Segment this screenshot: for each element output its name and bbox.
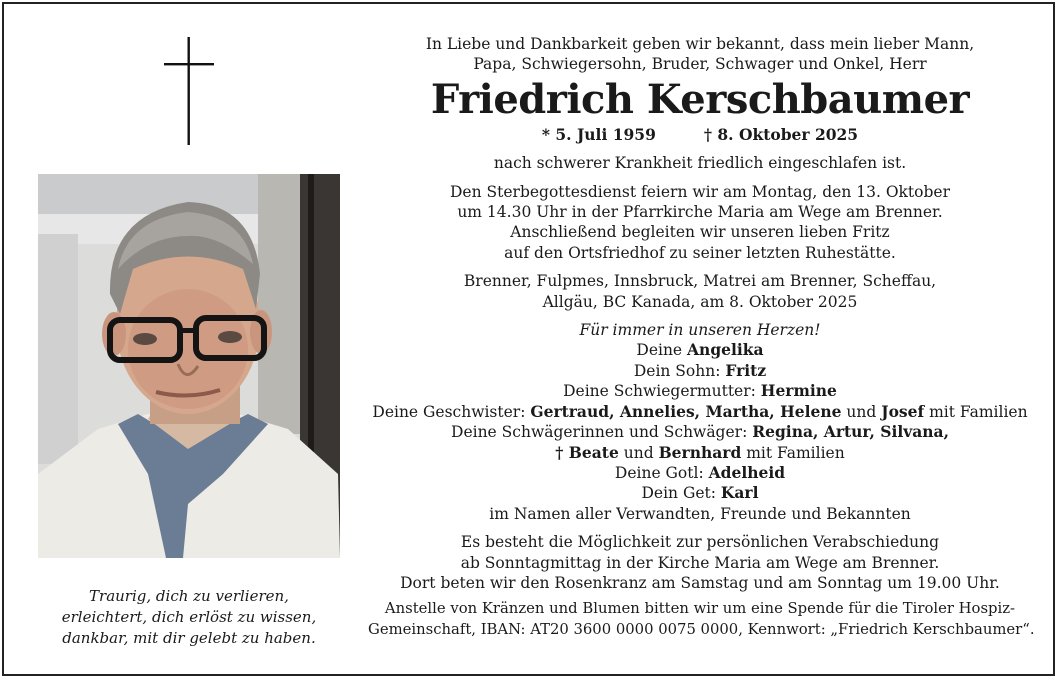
donation-line: Anstelle von Kränzen und Blumen bitten wir um eine Spende für die Tiroler Hospiz- <box>384 600 1016 618</box>
farewell-line: Dort beten wir den Rosenkranz am Samstag und am Sonntag um 19.00 Uhr. <box>400 573 1000 592</box>
birth-date: * 5. Juli 1959 <box>541 124 656 144</box>
memorial-poem <box>30 586 348 649</box>
family-son: Dein Sohn: Fritz <box>633 360 767 380</box>
family-godmother: Deine Gotl: Adelheid <box>614 462 786 482</box>
family-wife: Deine Angelika <box>636 340 764 360</box>
intro-line: Papa, Schwiegersohn, Bruder, Schwager und Onkel, Herr <box>473 55 927 74</box>
portrait-photo <box>38 174 340 558</box>
deceased-name: Friedrich Kerschbaumer <box>430 75 970 123</box>
family-siblings: Deine Geschwister: Gertraud, Annelies, Martha, Helene und Josef mit Familien <box>372 401 1028 421</box>
cross-icon <box>164 37 214 145</box>
donation-line: Gemeinschaft, IBAN: AT20 3600 0000 0075 0000, Kennwort: „Friedrich Kerschbaumer“. <box>368 620 1035 638</box>
service-line: auf den Ortsfriedhof zu seiner letzten Ruhestätte. <box>504 243 896 262</box>
family-godfather: Dein Get: Karl <box>641 483 759 503</box>
passed-line: nach schwerer Krankheit friedlich eingeschlafen ist. <box>493 154 907 173</box>
farewell-line: ab Sonntagmittag in der Kirche Maria am Wege am Brenner. <box>460 553 940 572</box>
farewell-line: Es besteht die Möglichkeit zur persönlichen Verabschiedung <box>460 533 940 552</box>
places-line: Brenner, Fulpmes, Innsbruck, Matrei am Brenner, Scheffau, <box>463 272 937 291</box>
poem-line: dankbar, mit dir gelebt zu haben. <box>62 629 316 647</box>
life-dates <box>368 125 1032 145</box>
places-line: Allgäu, BC Kanada, am 8. Oktober 2025 <box>542 292 858 311</box>
family-closing: im Namen aller Verwandten, Freunde und Bekannten <box>489 504 911 523</box>
family-in-laws: Deine Schwägerinnen und Schwäger: Regina, Artur, Silvana, <box>451 422 949 442</box>
poem-line: Traurig, dich zu verlieren, <box>89 587 289 605</box>
death-date: † 8. Oktober 2025 <box>703 124 859 144</box>
service-line: Anschließend begleiten wir unseren lieben Fritz <box>510 223 890 242</box>
motto: Für immer in unseren Herzen! <box>579 321 821 340</box>
service-line: Den Sterbegottesdienst feiern wir am Montag, den 13. Oktober <box>450 182 950 201</box>
family-in-laws-2: † Beate und Bernhard mit Familien <box>555 442 845 462</box>
service-line: um 14.30 Uhr in der Pfarrkirche Maria am Wege am Brenner. <box>457 203 943 222</box>
intro-line: In Liebe und Dankbarkeit geben wir bekannt, dass mein lieber Mann, <box>425 35 975 53</box>
poem-line: erleichtert, dich erlöst zu wissen, <box>61 608 317 626</box>
family-mother-in-law: Deine Schwiegermutter: Hermine <box>563 381 837 401</box>
notice-text <box>368 34 1035 640</box>
